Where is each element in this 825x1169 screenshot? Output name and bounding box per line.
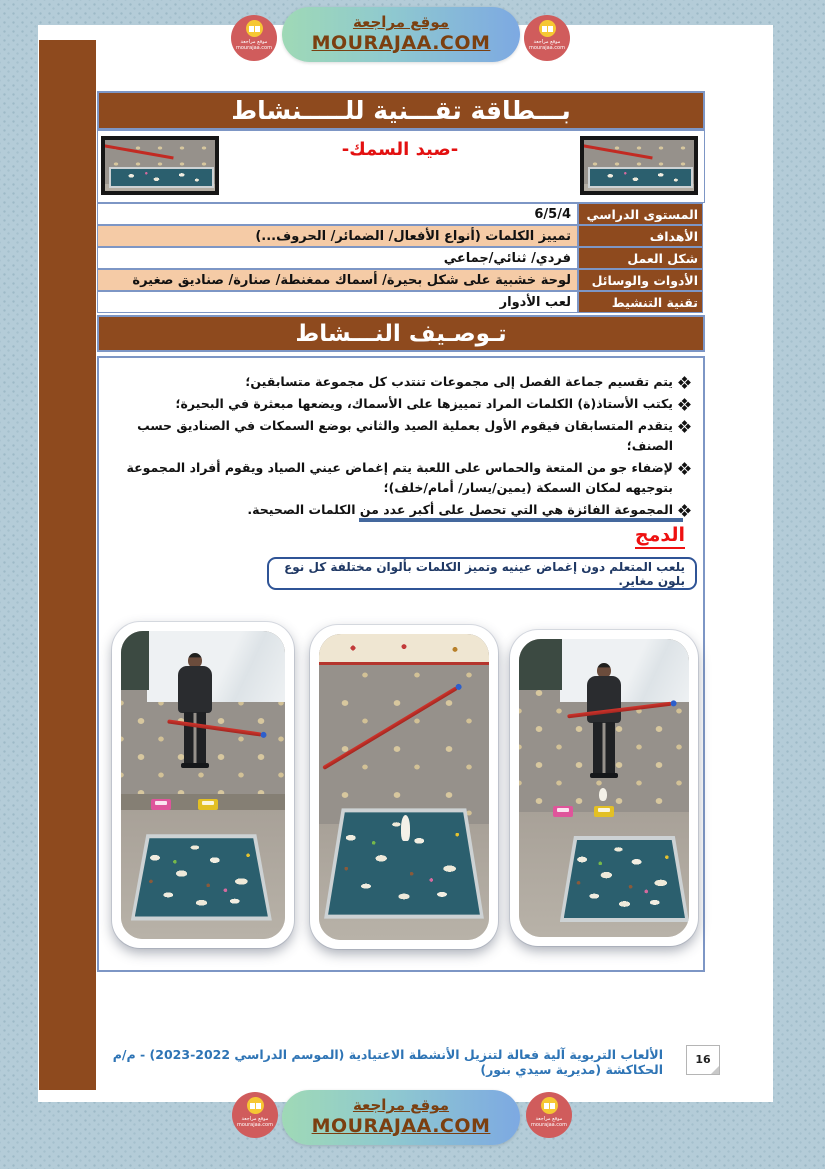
- caught-fish: [599, 788, 607, 801]
- site-name-bottom: موقع مراجعة: [352, 1096, 450, 1115]
- list-item: [109, 458, 689, 498]
- site-link-bottom[interactable]: [282, 1090, 520, 1145]
- logo-text-ar: موقع مراجعة: [535, 1116, 563, 1122]
- row-value-tools: لوحة خشبية على شكل بحيرة/ أسماك ممغنطة/ صنارة/ صناديق صغيرة: [97, 269, 578, 291]
- card-title-bar: بـــطاقة تقـــنية للـــــنشاط: [97, 91, 705, 130]
- lake-board: [131, 834, 272, 920]
- sorting-box-pink: [151, 799, 171, 810]
- diamond-cluster-icon: [678, 376, 691, 389]
- logo-text-en: mourajaa.com: [530, 1122, 567, 1128]
- open-book-icon: [246, 20, 263, 37]
- table-row: [97, 225, 705, 247]
- footer-credit: الألعاب التربوية آلية فعالة لتنزيل الأنشطة الاعتيادية (الموسم الدراسي 2022-2023) - م/م الحكاكشة (مديرية سيدي بنور): [112, 1047, 663, 1077]
- row-label-tools: الأدوات والوسائل: [578, 269, 703, 291]
- description-heading-bar: تـوصـيف النـــشاط: [97, 315, 705, 352]
- site-url-top: MOURAJAA.COM: [311, 32, 491, 54]
- integration-heading: الدمج: [635, 524, 685, 549]
- diamond-cluster-icon: [678, 398, 691, 411]
- open-book-icon: [247, 1097, 264, 1114]
- pupil-feet: [590, 773, 618, 778]
- whiteboard: [147, 631, 285, 702]
- integration-note-text: يلعب المتعلم دون إغماض عينيه وتميز الكلمات بألوان مختلفة كل نوع بلون مغاير.: [284, 559, 685, 588]
- row-value-goals: تمييز الكلمات (أنواع الأفعال/ الضمائر/ الحروف...): [97, 225, 578, 247]
- lake-water-with-fish: [564, 840, 685, 918]
- caught-fish: [401, 815, 410, 841]
- site-logo-top-right: [524, 15, 570, 61]
- site-name-top: موقع مراجعة: [352, 13, 450, 32]
- row-value-level: 6/5/4: [97, 203, 578, 225]
- left-brown-bar: [39, 40, 96, 1090]
- pupil-feet: [181, 763, 209, 768]
- lake-board: [560, 836, 689, 922]
- blackboard: [121, 631, 149, 690]
- row-label-workform: شكل العمل: [578, 247, 703, 269]
- row-label-level: المستوى الدراسي: [578, 203, 703, 225]
- logo-text-ar: موقع مراجعة: [241, 1116, 269, 1122]
- pupil-torso: [587, 676, 621, 723]
- table-row: [97, 269, 705, 291]
- diamond-cluster-icon: [678, 504, 691, 517]
- row-label-technique: تقنية التنشيط: [578, 291, 703, 313]
- table-row: [97, 203, 705, 225]
- sorting-box-pink: [553, 806, 573, 817]
- activity-photo-3: [510, 630, 698, 946]
- sorting-box-yellow: [594, 806, 614, 817]
- pupil-legs: [593, 722, 615, 774]
- logo-text-en: mourajaa.com: [235, 45, 272, 51]
- open-book-icon: [539, 20, 556, 37]
- site-link-top[interactable]: [282, 7, 520, 62]
- pupil-fisher: [175, 653, 215, 776]
- table-row: [97, 247, 705, 269]
- logo-text-en: mourajaa.com: [236, 1122, 273, 1128]
- sorting-box-yellow: [198, 799, 218, 810]
- mini-activity-photo-left: [101, 136, 219, 195]
- lake-board: [324, 808, 484, 918]
- pupil-legs: [184, 712, 206, 764]
- open-book-icon: [541, 1097, 558, 1114]
- steps-list: [109, 372, 689, 522]
- site-logo-top-left: [231, 15, 277, 61]
- site-logo-bottom-right: [526, 1092, 572, 1138]
- decorated-banner: [319, 634, 489, 665]
- step-text: يتقدم المتسابقان فيقوم الأول بعملية الصيد والثاني بوضع السمكات في الصناديق حسب الصنف؛: [137, 418, 673, 453]
- diamond-cluster-icon: [678, 462, 691, 475]
- lake-board: [588, 167, 693, 188]
- logo-text-ar: موقع مراجعة: [240, 39, 268, 45]
- site-logo-bottom-left: [232, 1092, 278, 1138]
- blackboard: [519, 639, 562, 690]
- row-label-goals: الأهداف: [578, 225, 703, 247]
- whiteboard: [560, 639, 689, 702]
- diamond-cluster-icon: [678, 420, 691, 433]
- pupil-torso: [178, 666, 212, 713]
- mini-activity-photo-right: [580, 136, 698, 195]
- logo-text-en: mourajaa.com: [528, 45, 565, 51]
- activity-photo-2: [310, 625, 498, 949]
- description-box: [97, 356, 705, 972]
- page-number-badge: 16: [686, 1045, 720, 1075]
- lake-board: [109, 167, 214, 188]
- lake-water-with-fish: [135, 838, 268, 916]
- activity-photo-1: [112, 622, 294, 948]
- step-text: يكتب الأستاذ(ة) الكلمات المراد تمييزها على الأسماك، ويضعها مبعثرة في البحيرة؛: [175, 396, 673, 411]
- section-divider: [359, 518, 683, 522]
- list-item: [109, 372, 689, 392]
- list-item: [109, 500, 689, 520]
- step-text: يتم تقسيم جماعة الفصل إلى مجموعات تنتدب كل مجموعة متسابقين؛: [245, 374, 673, 389]
- row-value-workform: فردي/ ثنائي/جماعي: [97, 247, 578, 269]
- site-url-bottom: MOURAJAA.COM: [311, 1115, 491, 1137]
- activity-name: -صيد السمك-: [341, 139, 459, 160]
- list-item: [109, 394, 689, 414]
- integration-note-box: [267, 557, 697, 590]
- logo-text-ar: موقع مراجعة: [533, 39, 561, 45]
- list-item: [109, 416, 689, 456]
- step-text: المجموعة الفائزة هي التي تحصل على أكبر عدد من الكلمات الصحيحة.: [247, 502, 673, 517]
- pupil-fisher: [584, 663, 624, 782]
- row-value-technique: لعب الأدوار: [97, 291, 578, 313]
- step-text: لإضفاء جو من المتعة والحماس على اللعبة يتم إغماض عيني الصياد ويقوم أفراد المجموعة بتوجيهه لمكان السمكة (يمين/يسار/ أمام/خلف)؛: [126, 460, 673, 495]
- table-row: [97, 291, 705, 313]
